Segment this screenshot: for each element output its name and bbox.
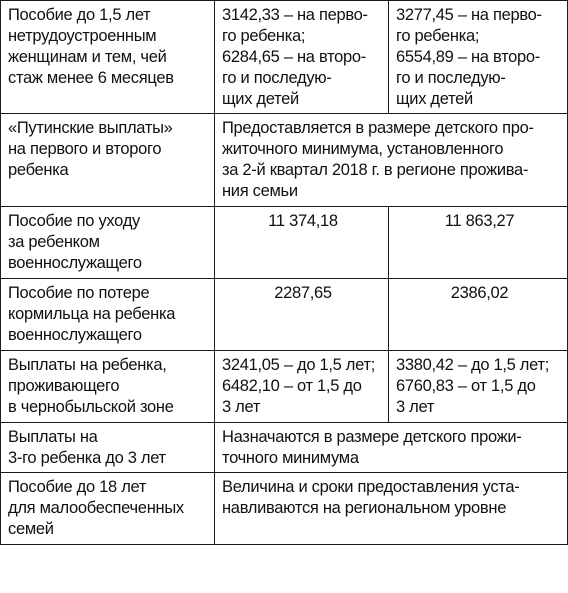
value-cell [389,1,568,114]
benefit-name-cell [1,423,215,473]
table-row [1,279,568,351]
table-row [1,1,568,114]
benefit-name-cell [1,351,215,423]
value-cell [215,1,389,114]
benefit-name: Выплаты на ребенка, проживающего в чернобыльской зоне [8,356,174,416]
benefit-name: Пособие по уходу за ребенком военнослужащего [8,212,142,272]
value-cell [215,279,389,351]
benefit-name: Пособие по потере кормильца на ребенка военнослужащего [8,284,176,344]
benefit-name: Пособие до 1,5 лет нетрудоустроенным женщинам и тем, чей стаж менее 6 месяцев [8,6,174,87]
table-row [1,423,568,473]
value-cell [215,351,389,423]
benefit-description: Предоставляется в размере детского про- житочного минимума, установленного за 2-й квартал 2018 г. в регионе прожива- ния семьи [222,119,534,200]
benefit-description: Назначаются в размере детского прожи- точного минимума [222,428,522,467]
benefit-value: 3277,45 – на перво- го ребенка; 6554,89 – на второ- го и последую- щих детей [396,6,542,108]
value-cell [215,207,389,279]
merged-value-cell [215,473,568,545]
benefit-name-cell [1,1,215,114]
table-row [1,207,568,279]
table-row [1,351,568,423]
benefit-value: 3241,05 – до 1,5 лет; 6482,10 – от 1,5 до 3 лет [222,356,375,416]
benefit-name-cell [1,114,215,207]
benefit-value: 11 374,18 [268,212,338,230]
benefit-value: 2386,02 [450,284,509,302]
value-cell [389,351,568,423]
benefit-value: 2287,65 [274,284,332,302]
merged-value-cell [215,423,568,473]
value-cell [389,207,568,279]
benefit-name: Пособие до 18 лет для малообеспеченных семей [8,478,184,538]
benefit-name-cell [1,473,215,545]
benefit-value: 3380,42 – до 1,5 лет; 6760,83 – от 1,5 до 3 лет [396,356,549,416]
merged-value-cell [215,114,568,207]
benefit-name-cell [1,207,215,279]
benefit-value: 11 863,27 [444,212,515,230]
benefit-name-cell [1,279,215,351]
benefit-description: Величина и сроки предоставления уста- навливаются на региональном уровне [222,478,520,517]
benefit-name: «Путинские выплаты» на первого и второго ребенка [8,119,173,179]
table-row [1,473,568,545]
benefit-value: 3142,33 – на перво- го ребенка; 6284,65 – на второ- го и последую- щих детей [222,6,368,108]
benefit-name: Выплаты на 3-го ребенка до 3 лет [8,428,166,467]
table-row [1,114,568,207]
value-cell [389,279,568,351]
